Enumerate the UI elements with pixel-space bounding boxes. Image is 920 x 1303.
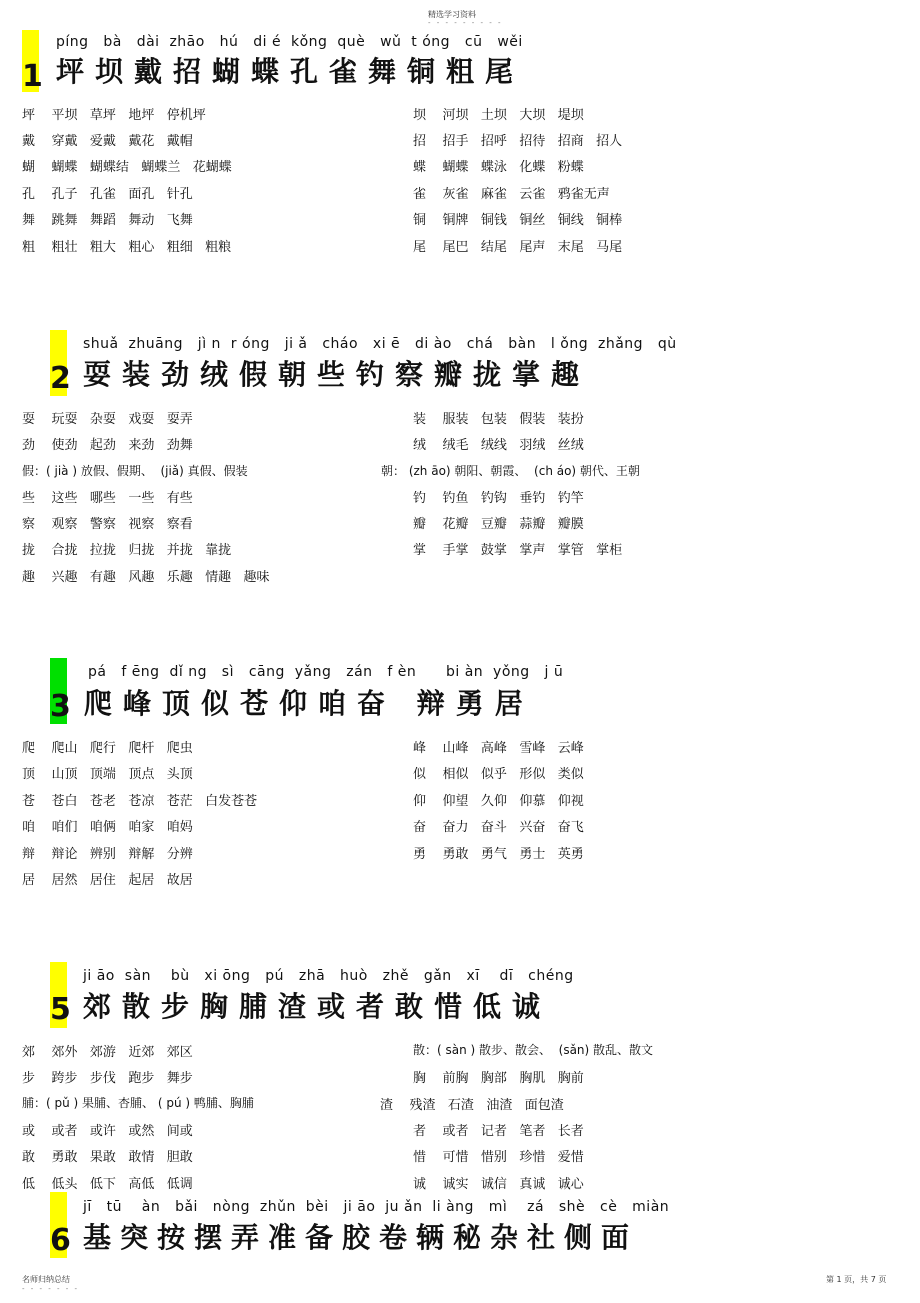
hanzi-line: 坪坝戴招蝴蝶孔雀舞铜粗尾 <box>56 55 525 88</box>
word-line-right: 渣 残渣 石渣 油渣 面包渣 <box>380 1098 564 1113</box>
hanzi-line: 郊散步胸脯渣或者敢惜低诚 <box>83 990 552 1023</box>
pinyin-line: ji āo sàn bù xi ōng pú zhā huò zhě gǎn xī dī chéng <box>83 968 574 984</box>
page-header-title: 精选学习资料 <box>428 10 476 19</box>
word-line-left: 低 低头 低下 高低 低调 <box>22 1177 193 1192</box>
word-line-left: 敢 勇敢 果敢 敢情 胆敢 <box>22 1150 193 1165</box>
word-line-left: 些 这些 哪些 一些 有些 <box>22 491 193 506</box>
word-line-right: 诚 诚实 诚信 真诚 诚心 <box>413 1177 584 1192</box>
word-line-right: 勇 勇敢 勇气 勇士 英勇 <box>413 847 584 862</box>
word-line-right: 惜 可惜 惜别 珍惜 爱惜 <box>413 1150 584 1165</box>
word-line-right: 招 招手 招呼 招待 招商 招人 <box>413 134 623 149</box>
word-line-right: 坝 河坝 土坝 大坝 堤坝 <box>413 108 584 123</box>
word-line-left: 劲 使劲 起劲 来劲 劲舞 <box>22 438 193 453</box>
word-line-right: 散：( sàn ) 散步、散会、 (sǎn) 散乱、散文 <box>413 1043 654 1057</box>
word-line-right: 铜 铜牌 铜钱 铜丝 铜线 铜棒 <box>413 213 623 228</box>
word-line-right: 峰 山峰 高峰 雪峰 云峰 <box>413 741 584 756</box>
page-footer-left: 名师归纳总结 <box>22 1275 70 1284</box>
word-line-left: 假：( jià ) 放假、假期、 (jiǎ) 真假、假装 <box>22 464 248 478</box>
word-line-right: 钓 钓鱼 钓钩 垂钓 钓竿 <box>413 491 584 506</box>
word-line-right: 装 服装 包装 假装 装扮 <box>413 412 584 427</box>
word-line-left: 咱 咱们 咱俩 咱家 咱妈 <box>22 820 193 835</box>
word-line-right: 奋 奋力 奋斗 兴奋 奋飞 <box>413 820 584 835</box>
word-line-right: 蝶 蝴蝶 蝶泳 化蝶 粉蝶 <box>413 160 584 175</box>
word-line-right: 掌 手掌 鼓掌 掌声 掌管 掌柜 <box>413 543 623 558</box>
section-number: 6 <box>50 1223 71 1258</box>
word-line-left: 拢 合拢 拉拢 归拢 并拢 靠拢 <box>22 543 232 558</box>
section-number: 1 <box>22 59 43 94</box>
section-number: 5 <box>50 992 71 1027</box>
pinyin-line: píng bà dài zhāo hú di é kǒng què wǔ t óng cū wěi <box>56 34 523 50</box>
word-line-left: 戴 穿戴 爱戴 戴花 戴帽 <box>22 134 193 149</box>
word-line-left: 顶 山顶 顶端 顶点 头顶 <box>22 767 193 782</box>
word-line-right: 朝： (zh āo) 朝阳、朝霞、 (ch áo) 朝代、王朝 <box>381 464 640 478</box>
word-line-right: 雀 灰雀 麻雀 云雀 鸦雀无声 <box>413 187 610 202</box>
word-line-left: 孔 孔子 孔雀 面孔 针孔 <box>22 187 193 202</box>
word-line-left: 趣 兴趣 有趣 风趣 乐趣 情趣 趣味 <box>22 570 270 585</box>
word-line-left: 郊 郊外 郊游 近郊 郊区 <box>22 1045 193 1060</box>
word-line-left: 脯：( pǔ ) 果脯、杏脯、 ( pú ) 鸭脯、胸脯 <box>22 1096 254 1110</box>
word-line-left: 居 居然 居住 起居 故居 <box>22 873 193 888</box>
hanzi-line: 爬峰顶似苍仰咱奋 辩勇居 <box>84 687 534 720</box>
page-footer-page-number: 第 1 页，共 7 页 <box>826 1275 887 1284</box>
word-line-left: 辩 辩论 辨别 辩解 分辨 <box>22 847 193 862</box>
word-line-left: 步 跨步 步伐 跑步 舞步 <box>22 1071 193 1086</box>
word-line-left: 或 或者 或许 或然 间或 <box>22 1124 193 1139</box>
section-number: 2 <box>50 361 71 396</box>
word-line-right: 者 或者 记者 笔者 长者 <box>413 1124 584 1139</box>
word-line-right: 仰 仰望 久仰 仰慕 仰视 <box>413 794 584 809</box>
pinyin-line: pá f ēng dǐ ng sì cāng yǎng zán f èn bi àn yǒng j ū <box>88 664 564 680</box>
word-line-right: 胸 前胸 胸部 胸肌 胸前 <box>413 1071 584 1086</box>
word-line-left: 苍 苍白 苍老 苍凉 苍茫 白发苍苍 <box>22 794 258 809</box>
word-line-left: 舞 跳舞 舞蹈 舞动 飞舞 <box>22 213 193 228</box>
section-number: 3 <box>50 689 71 724</box>
word-line-left: 蝴 蝴蝶 蝴蝶结 蝴蝶兰 花蝴蝶 <box>22 160 232 175</box>
hanzi-line: 耍装劲绒假朝些钓察瓣拢掌趣 <box>83 358 591 391</box>
word-line-left: 坪 平坝 草坪 地坪 停机坪 <box>22 108 206 123</box>
word-line-left: 耍 玩耍 杂耍 戏耍 耍弄 <box>22 412 193 427</box>
word-line-left: 粗 粗壮 粗大 粗心 粗细 粗粮 <box>22 240 232 255</box>
page-header-dots: - - - - - - - - - <box>428 19 503 27</box>
word-line-left: 爬 爬山 爬行 爬杆 爬虫 <box>22 741 193 756</box>
word-line-right: 尾 尾巴 结尾 尾声 末尾 马尾 <box>413 240 623 255</box>
pinyin-line: jī tū àn bǎi nòng zhǔn bèi ji āo ju ǎn li àng mì zá shè cè miàn <box>83 1199 670 1215</box>
word-line-left: 察 观察 警察 视察 察看 <box>22 517 193 532</box>
hanzi-line: 基突按摆弄准备胶卷辆秘杂社侧面 <box>83 1221 639 1254</box>
word-line-right: 瓣 花瓣 豆瓣 蒜瓣 瓣膜 <box>413 517 584 532</box>
word-line-right: 似 相似 似乎 形似 类似 <box>413 767 584 782</box>
word-line-right: 绒 绒毛 绒线 羽绒 丝绒 <box>413 438 584 453</box>
pinyin-line: shuǎ zhuāng jì n r óng ji ǎ cháo xi ē di ào chá bàn l ǒng zhǎng qù <box>83 336 677 352</box>
page-footer-dots: - - - - - - - <box>22 1285 80 1293</box>
